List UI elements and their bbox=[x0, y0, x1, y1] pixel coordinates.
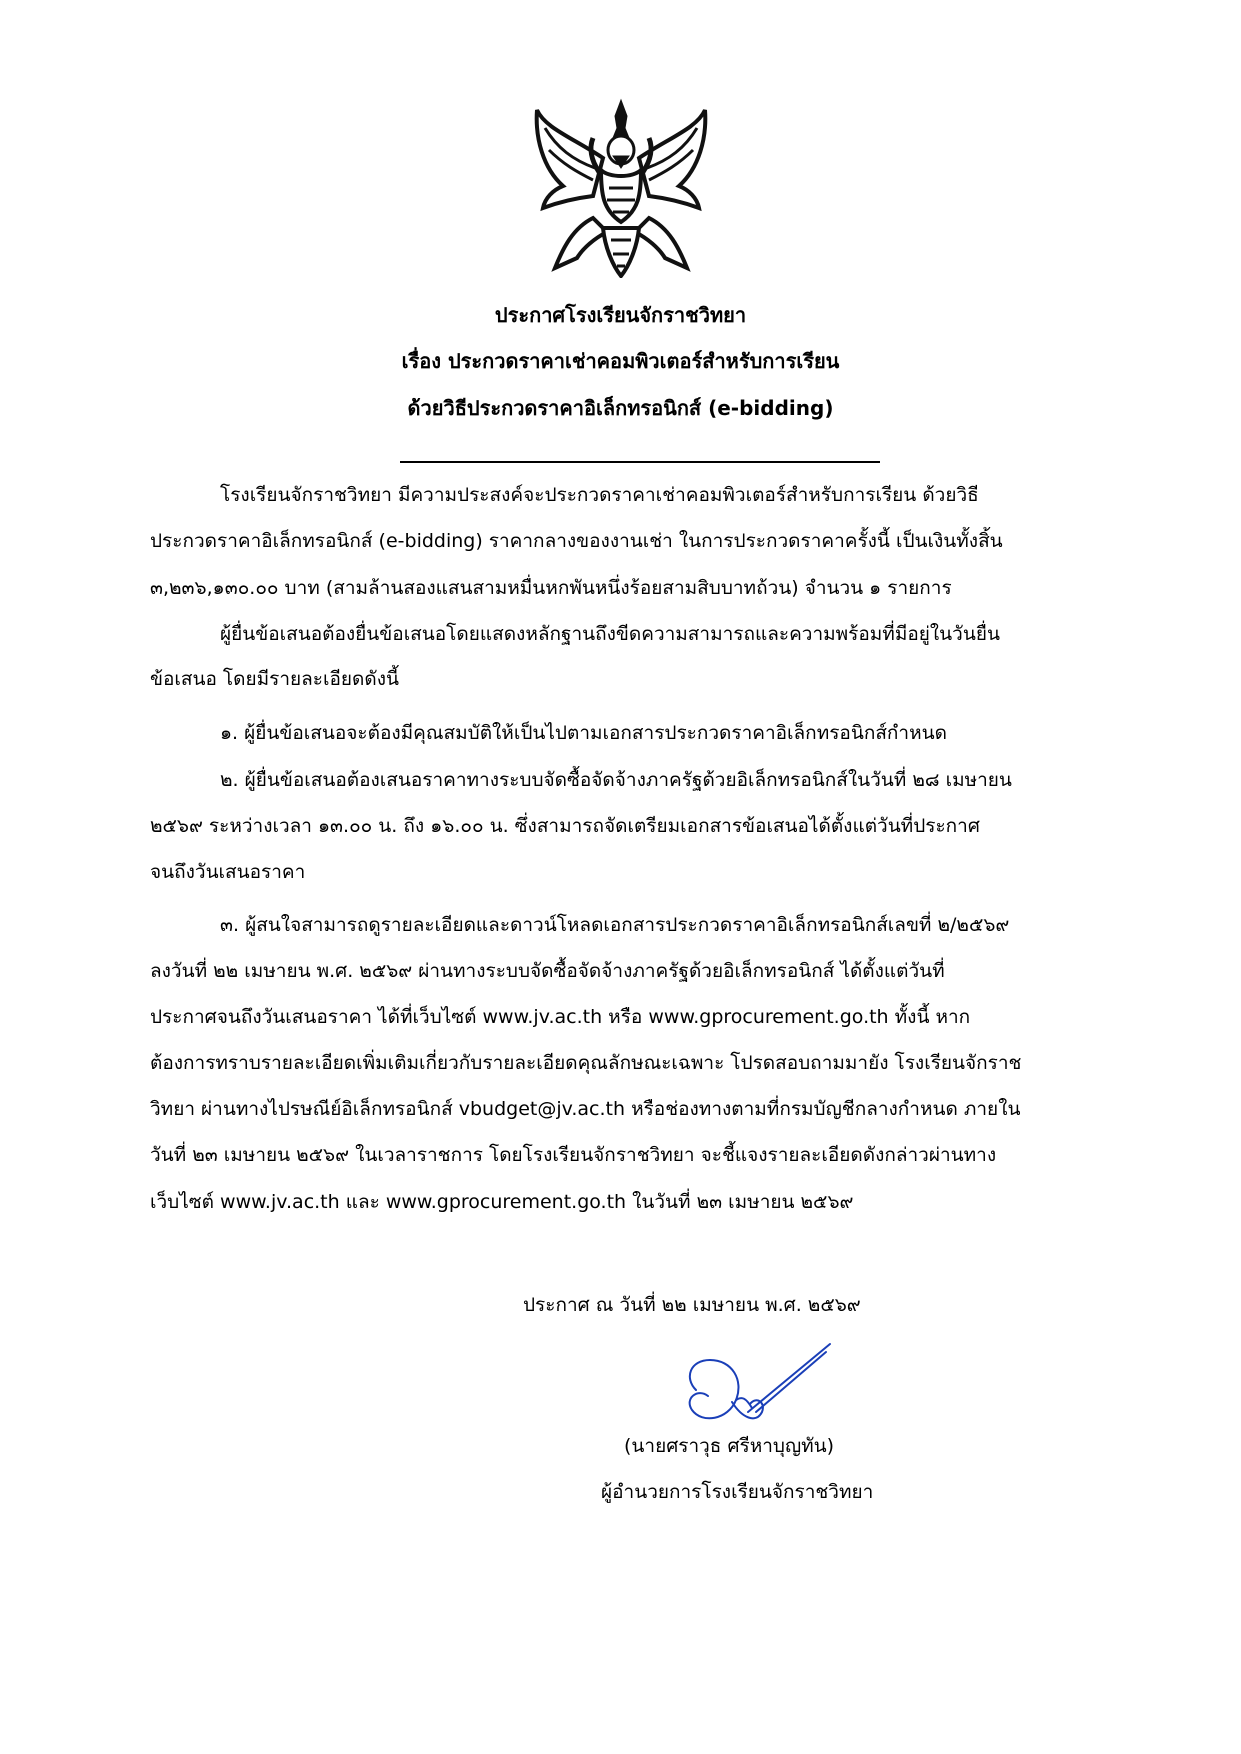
body-line: โรงเรียนจักราชวิทยา มีความประสงค์จะประกวดราคาเช่าคอมพิวเตอร์สำหรับการเรียน ด้วยวิธี bbox=[220, 484, 979, 506]
body-line: ต้องการทราบรายละเอียดเพิ่มเติมเกี่ยวกับรายละเอียดคุณลักษณะเฉพาะ โปรดสอบถามมายัง โรงเรียนจักราช bbox=[150, 1052, 1022, 1074]
body-line: ผู้ยื่นข้อเสนอต้องยื่นข้อเสนอโดยแสดงหลักฐานถึงขีดความสามารถและความพร้อมที่มีอยู่ในวันยื่น bbox=[220, 623, 1000, 645]
body-line: ลงวันที่ ๒๒ เมษายน พ.ศ. ๒๕๖๙ ผ่านทางระบบจัดซื้อจัดจ้างภาครัฐด้วยอิเล็กทรอนิกส์ ได้ตั้งแต่วันที่ bbox=[150, 960, 945, 982]
body-line: ๑. ผู้ยื่นข้อเสนอจะต้องมีคุณสมบัติให้เป็นไปตามเอกสารประกวดราคาอิเล็กทรอนิกส์กำหนด bbox=[220, 722, 947, 744]
body-line: ๓. ผู้สนใจสามารถดูรายละเอียดและดาวน์โหลดเอกสารประกวดราคาอิเล็กทรอนิกส์เลขที่ ๒/๒๕๖๙ bbox=[220, 914, 1010, 936]
body-line: จนถึงวันเสนอราคา bbox=[150, 861, 306, 883]
body-line: ข้อเสนอ โดยมีรายละเอียดดังนี้ bbox=[150, 668, 399, 690]
signature-icon bbox=[676, 1338, 836, 1436]
body-line: เว็บไซต์ www.jv.ac.th และ www.gprocurement.go.th ในวันที่ ๒๓ เมษายน ๒๕๖๙ bbox=[150, 1191, 854, 1213]
body-line: ๓,๒๓๖,๑๓๐.๐๐ บาท (สามล้านสองแสนสามหมื่นหกพันหนึ่งร้อยสามสิบบาทถ้วน) จำนวน ๑ รายการ bbox=[150, 577, 952, 599]
announcement-method: ด้วยวิธีประกวดราคาอิเล็กทรอนิกส์ (e-bidding) bbox=[407, 396, 834, 420]
announcement-date: ประกาศ ณ วันที่ ๒๒ เมษายน พ.ศ. ๒๕๖๙ bbox=[523, 1294, 861, 1316]
signer-title: ผู้อำนวยการโรงเรียนจักราชวิทยา bbox=[601, 1481, 874, 1503]
announcement-subject: เรื่อง ประกวดราคาเช่าคอมพิวเตอร์สำหรับการเรียน bbox=[401, 349, 840, 373]
body-line: วิทยา ผ่านทางไปรษณีย์อิเล็กทรอนิกส์ vbudget@jv.ac.th หรือช่องทางตามที่กรมบัญชีกลางกำหนด ภายใน bbox=[150, 1098, 1021, 1120]
announcement-title: ประกาศโรงเรียนจักราชวิทยา bbox=[494, 303, 747, 327]
body-line: ประกาศจนถึงวันเสนอราคา ได้ที่เว็บไซต์ www.jv.ac.th หรือ www.gprocurement.go.th ทั้งนี้ หาก bbox=[150, 1006, 971, 1028]
title-divider bbox=[400, 461, 880, 463]
signer-name: (นายศราวุธ ศรีหาบุญทัน) bbox=[624, 1435, 835, 1457]
body-line: วันที่ ๒๓ เมษายน ๒๕๖๙ ในเวลาราชการ โดยโรงเรียนจักราชวิทยา จะชี้แจงรายละเอียดดังกล่าวผ่านทาง bbox=[150, 1144, 997, 1166]
body-line: ๒๕๖๙ ระหว่างเวลา ๑๓.๐๐ น. ถึง ๑๖.๐๐ น. ซึ่งสามารถจัดเตรียมเอกสารข้อเสนอได้ตั้งแต่วันที่ประกาศ bbox=[150, 815, 980, 837]
garuda-emblem-icon bbox=[533, 98, 709, 278]
body-line: ประกวดราคาอิเล็กทรอนิกส์ (e-bidding) ราคากลางของงานเช่า ในการประกวดราคาครั้งนี้ เป็นเงินทั้งสิ้น bbox=[150, 530, 1003, 552]
body-line: ๒. ผู้ยื่นข้อเสนอต้องเสนอราคาทางระบบจัดซื้อจัดจ้างภาครัฐด้วยอิเล็กทรอนิกส์ในวันที่ ๒๘ เมษายน bbox=[220, 769, 1012, 791]
